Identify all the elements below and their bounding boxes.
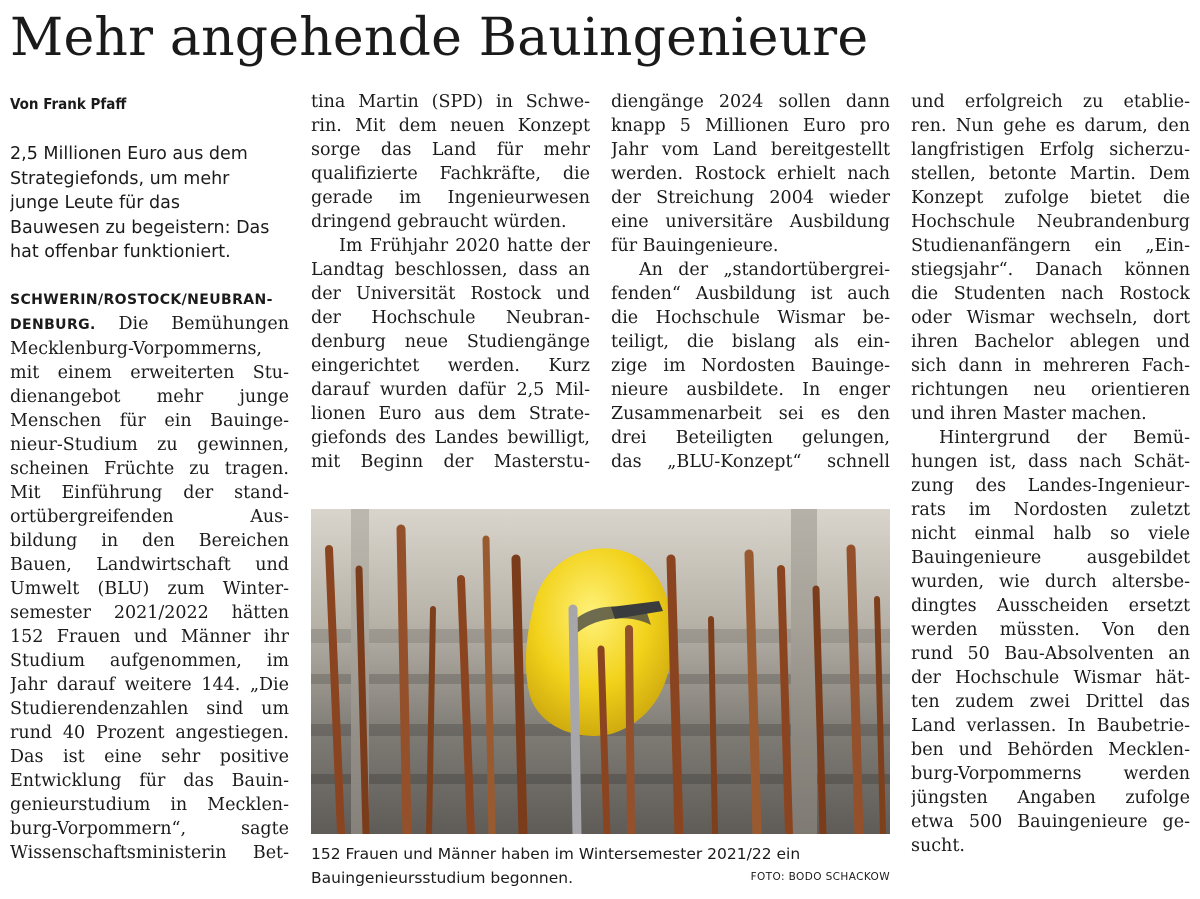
body-line: Umwelt (BLU) zum Winter- [10,579,289,599]
construction-photo [311,509,890,834]
body-line: eingerichtet werden. Kurz [311,356,590,376]
body-line: drei Beteiligten gelungen, [611,428,890,448]
body-line: semester 2021/2022 hätten [10,603,289,623]
dateline [10,287,289,312]
article-column-4 [911,90,1190,858]
body-line: die Studenten nach Rostock [911,284,1190,304]
teaser-line: junge Leute für das [10,193,180,213]
body-line: stellen, betonte Martin. Dem [911,164,1190,184]
body-line: burg-Vorpommerns werden [911,764,1190,784]
body-line: lionen Euro aus dem Strate- [311,404,590,424]
body-line: rund 50 Bau-Absolventen an [911,644,1190,664]
hard-hat [526,548,672,736]
caption-line: 152 Frauen und Männer haben im Wintersemester 2021/22 ein [311,845,801,863]
body-line: nicht einmal halb so viele [911,524,1190,544]
body-line: Menschen für ein Bauinge- [10,411,289,431]
body-line: ben und Behörden Mecklen- [911,740,1190,760]
teaser-line: hat offenbar funktioniert. [10,242,231,262]
body-line: sorge das Land für mehr [311,140,590,160]
body-line: werden müssten. Von den [911,620,1190,640]
body-line: burg-Vorpommern“, sagte [10,819,289,839]
body-line: oder Wismar wechseln, dort [911,308,1190,328]
body-line: Konzept zufolge bietet die [911,188,1190,208]
body-line: dienangebot mehr junge [10,387,289,407]
body-line: Hintergrund der Bemü- [939,428,1190,448]
body-line: Im Frühjahr 2020 hatte der [339,236,590,256]
headline: Mehr angehende Bauingenieure [10,8,869,68]
body-line: rats im Nordosten zuletzt [911,500,1190,520]
body-line: Jahr darauf weitere 144. „Die [10,675,289,695]
body-line: bildung in den Bereichen [10,531,289,551]
article-column-1 [10,287,289,865]
photo-credit: FOTO: BODO SCHACKOW [750,871,890,883]
body-line: giefonds des Landes bewilligt, [311,428,590,448]
body-line: sich dann in mehreren Fach- [911,356,1190,376]
body-line: denburg neue Studiengänge [311,332,590,352]
body-line: teiligt, die bislang als ein- [611,332,890,352]
body-line: richtungen neu orientieren [911,380,1190,400]
body-line: eine universitäre Ausbildung [611,212,890,232]
body-line [10,312,289,337]
body-line: ren. Nun gehe es darum, den [911,116,1190,136]
body-line: zung des Landes-Ingenieur- [911,476,1190,496]
body-line: Hochschule Neubrandenburg [911,212,1190,232]
body-line: Studienanfängern ein „Ein- [911,236,1190,256]
body-line: der Streichung 2004 wieder [611,188,890,208]
body-text: Die Bemühungen [118,314,289,334]
body-line: Jahr vom Land bereitgestellt [611,140,890,160]
byline: Von Frank Pfaff [10,95,127,113]
body-line: fenden“ Ausbildung ist auch [611,284,890,304]
body-line: zige im Nordosten Bauinge- [611,356,890,376]
body-line: für Bauingenieure. [611,236,779,256]
caption-line: Bauingenieursstudium begonnen. [311,869,574,887]
body-line: Wissenschaftsministerin Bet- [10,843,289,863]
teaser-line: Strategiefonds, um mehr [10,168,230,189]
body-line: rund 40 Prozent angestiegen. [10,723,289,743]
body-line: mit Beginn der Masterstu- [311,452,590,472]
body-line: dringend gebraucht würden. [311,212,567,232]
teaser [10,142,280,265]
body-line: Mit Einführung der stand- [10,483,289,503]
body-line: ten zudem zwei Drittel das [911,692,1190,712]
body-line: Bauen, Landwirtschaft und [10,555,289,575]
body-line: Mecklenburg-Vorpommerns, [10,339,262,359]
dateline-part: DENBURG. [10,317,96,333]
body-line: An der „standortübergrei- [639,260,890,280]
body-line: der Universität Rostock und [311,284,590,304]
body-line: werden. Rostock erhielt nach [611,164,890,184]
article-column-2 [311,90,590,474]
body-line: tina Martin (SPD) in Schwe- [311,92,590,112]
body-line: langfristigen Erfolg sicherzu- [911,140,1190,160]
body-line: Bauingenieure ausgebildet [911,548,1190,568]
body-line: und ihren Master machen. [911,404,1147,424]
body-line: genieurstudium in Mecklen- [10,795,289,815]
body-line: scheinen Früchte zu tragen. [10,459,289,479]
article-photo [311,509,890,834]
body-line: rin. Mit dem neuen Konzept [311,116,590,136]
article-column-3 [611,90,890,474]
body-line: 152 Frauen und Männer ihr [10,627,289,647]
body-line: der Hochschule Neubran- [311,308,590,328]
body-line: nieur-Studium zu gewinnen, [10,435,289,455]
body-line: knapp 5 Millionen Euro pro [611,116,890,136]
body-line: Zusammenarbeit sei es den [611,404,890,424]
body-line: Das ist eine sehr positive [10,747,289,767]
body-line: ortübergreifenden Aus- [10,507,289,527]
body-line: Studierendenzahlen sind um [10,699,289,719]
body-line: darauf wurden dafür 2,5 Mil- [311,380,590,400]
body-line: nieure ausbildete. In enger [611,380,890,400]
body-line: jüngsten Angaben zufolge [911,788,1190,808]
body-line: mit einem erweiterten Stu- [10,363,289,383]
body-line: das „BLU-Konzept“ schnell [611,452,890,472]
body-line: etwa 500 Bauingenieure ge- [911,812,1190,832]
dateline-part: SCHWERIN/ROSTOCK/NEUBRAN- [10,292,273,308]
body-line: qualifizierte Fachkräfte, die [311,164,590,184]
body-line: und erfolgreich zu etablie- [911,92,1190,112]
body-line: Landtag beschlossen, dass an [311,260,590,280]
body-line: der Hochschule Wismar hät- [911,668,1190,688]
body-line: wurden, wie durch altersbe- [911,572,1190,592]
teaser-line: Bauwesen zu begeistern: Das [10,217,270,238]
body-line: Land verlassen. In Baubetrie- [911,716,1190,736]
body-line: die Hochschule Wismar be- [611,308,890,328]
teaser-line: 2,5 Millionen Euro aus dem [10,144,248,164]
body-line: Entwicklung für das Bauin- [10,771,289,791]
body-line: gerade im Ingenieurwesen [311,188,590,208]
body-line: stiegsjahr“. Danach können [911,260,1190,280]
body-line: sucht. [911,836,965,856]
body-line: diengänge 2024 sollen dann [611,92,890,112]
body-line: ihren Bachelor ablegen und [911,332,1190,352]
body-line: dingtes Ausscheiden ersetzt [911,596,1190,616]
body-line: hungen ist, dass nach Schät- [911,452,1190,472]
body-line: Studium aufgenommen, im [10,651,289,671]
